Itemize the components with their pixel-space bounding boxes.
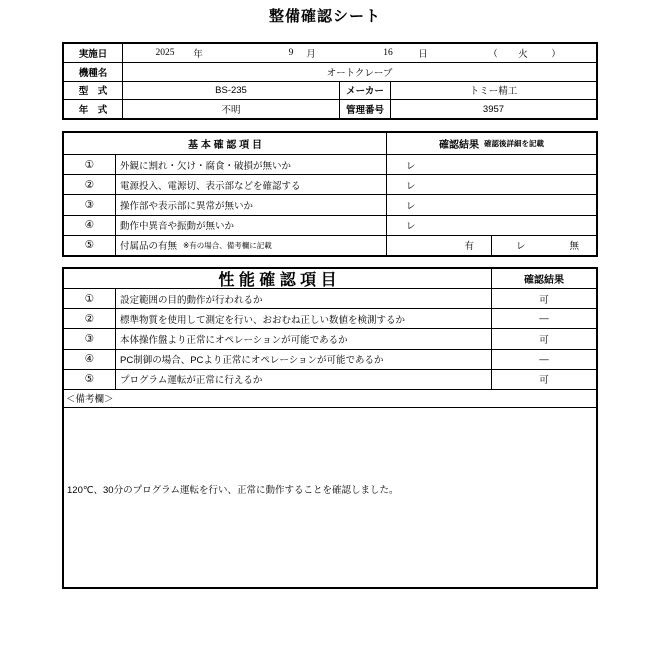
- result-header-label: 確認結果: [439, 140, 479, 151]
- model-value: オートクレーブ: [122, 63, 596, 81]
- basic-check-table: [62, 131, 598, 257]
- date-value-cell: [122, 44, 596, 62]
- result-value: 可: [491, 329, 596, 348]
- item-number: ④: [84, 353, 95, 366]
- date-weekday: 火: [518, 48, 528, 60]
- check-mark: レ: [386, 155, 596, 174]
- check-mark: レ: [386, 216, 596, 235]
- item-number: ③: [84, 332, 95, 345]
- result-header-note: 確認後詳細を記載: [484, 139, 544, 148]
- item-text: プログラム運転が正常に行えるか: [115, 370, 491, 389]
- maker-value: トミー精工: [390, 82, 596, 100]
- type-label: 型 式: [78, 86, 108, 98]
- performance-row-5: [64, 369, 596, 389]
- accessories-note: ※有の場合、備考欄に記載: [183, 240, 272, 250]
- date-row: [64, 44, 596, 62]
- maker-label: メーカー: [339, 82, 390, 100]
- basic-row-3: [64, 194, 596, 214]
- basic-row-1: [64, 154, 596, 174]
- item-text: 本体操作盤より正常にオペレーションが可能であるか: [115, 329, 491, 348]
- date-day-unit: 日: [418, 48, 428, 60]
- item-text: 設定範囲の目的動作が行われるか: [115, 289, 491, 308]
- accessories-check-mark: レ: [516, 241, 526, 253]
- remarks-label: ＜備考欄＞: [66, 394, 114, 406]
- control-number-label: 管理番号: [339, 100, 390, 118]
- page-title: 整備確認シート: [268, 8, 381, 25]
- basic-row-2: [64, 174, 596, 194]
- accessories-no-cell: [491, 236, 596, 255]
- item-text: 電源投入、電源切、表示部などを確認する: [115, 175, 386, 194]
- item-number: ⑤: [84, 373, 95, 386]
- result-value: 可: [491, 370, 596, 389]
- performance-row-1: [64, 288, 596, 308]
- basic-row-5: [64, 235, 596, 255]
- result-value: ―: [491, 350, 596, 369]
- item-number: ①: [84, 158, 95, 171]
- basic-result-header: [386, 133, 596, 154]
- control-number-value: 3957: [390, 100, 596, 118]
- model-row: [64, 62, 596, 81]
- item-number: ③: [84, 198, 95, 211]
- date-year: 2025: [155, 47, 175, 58]
- result-value: 可: [491, 289, 596, 308]
- item-text: 標準物質を使用して測定を行い、おおむね正しい数値を検測するか: [115, 309, 491, 328]
- accessories-yes-option: 有: [386, 236, 491, 255]
- item-text: 操作部や表示部に異常が無いか: [115, 195, 386, 214]
- item-number: ②: [84, 178, 95, 191]
- date-month-unit: 月: [306, 48, 316, 60]
- type-row: [64, 81, 596, 100]
- result-value: ―: [491, 309, 596, 328]
- item-number: ①: [84, 292, 95, 305]
- accessories-no-option: 無: [569, 241, 579, 253]
- item-text: PC制御の場合、PCより正常にオペレーションが可能であるか: [115, 350, 491, 369]
- basic-header-row: [64, 133, 596, 154]
- performance-header-row: [64, 269, 596, 288]
- performance-row-4: [64, 349, 596, 369]
- year-model-row: [64, 99, 596, 118]
- date-label: 実施日: [78, 48, 108, 60]
- remarks-label-row: [64, 389, 596, 407]
- item-number: ②: [84, 312, 95, 325]
- basic-row-4: [64, 215, 596, 235]
- basic-items-header: 基 本 確 認 項 目: [188, 140, 262, 151]
- model-label: 機種名: [78, 67, 108, 79]
- performance-row-3: [64, 328, 596, 348]
- year-model-value: 不明: [122, 100, 339, 118]
- remarks-text: 120℃、30分のプログラム運転を行い、正常に動作することを確認しました。: [67, 484, 399, 496]
- item-text: 動作中異音や振動が無いか: [115, 216, 386, 235]
- date-year-unit: 年: [193, 48, 203, 60]
- performance-row-2: [64, 308, 596, 328]
- performance-check-table: [62, 267, 598, 589]
- performance-result-header: 確認結果: [491, 269, 596, 288]
- item-text: 外観に割れ・欠け・腐食・破損が無いか: [115, 155, 386, 174]
- accessories-label: 付属品の有無: [120, 241, 178, 253]
- check-mark: レ: [386, 195, 596, 214]
- item-number: ④: [84, 219, 95, 232]
- remarks-box: [64, 407, 596, 587]
- date-month: 9: [288, 47, 294, 58]
- date-day: 16: [383, 47, 393, 58]
- item-text-accessories: [115, 236, 386, 255]
- date-paren-open: （: [488, 48, 498, 60]
- year-model-label: 年 式: [78, 105, 108, 117]
- date-paren-close: ）: [551, 48, 561, 60]
- check-mark: レ: [386, 175, 596, 194]
- item-number: ⑤: [84, 239, 95, 252]
- performance-items-header: 性 能 確 認 項 目: [218, 272, 337, 288]
- type-value: BS-235: [122, 82, 339, 100]
- equipment-info-table: [62, 42, 598, 120]
